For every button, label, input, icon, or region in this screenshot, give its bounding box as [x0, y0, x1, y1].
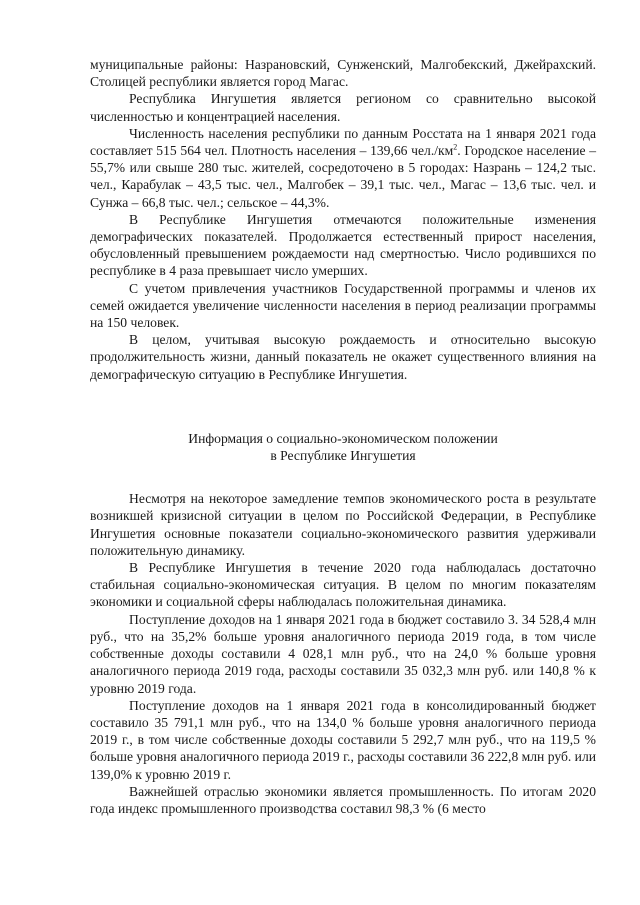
- section-heading-line-2: в Республике Ингушетия: [270, 448, 416, 464]
- superscript-two: 2: [453, 142, 458, 152]
- paragraph-budget-revenue: Поступление доходов на 1 января 2021 года в бюджет составило 3. 34 528,4 млн руб., что на 35,2% больше уровня аналогичного периода 2019 года, в том числе собственные доходы составили 4 028,1 млн руб., что на 24,0 % больше уровня аналогичного периода 2019 года, расходы составили 35 032,3 млн руб. или 140,8 % к уровню 2019 года.: [90, 611, 596, 696]
- paragraph-conclusion: В целом, учитывая высокую рождаемость и относительно высокую продолжительность жизни, данный показатель не окажет существенного влияния на демографическую ситуацию в Республике Ингушетия.: [90, 332, 596, 382]
- paragraph-demographics: В Республике Ингушетия отмечаются положительные изменения демографических показателей. Продолжается естественный прирост населения, обусловленный превышением рождаемости над смертностью. Число родившихся по республике в 4 раза превышает число умерших.: [90, 211, 596, 279]
- paragraph-consolidated-budget: Поступление доходов на 1 января 2021 года в консолидированный бюджет составило 35 791,1 млн руб., что на 134,0 % больше уровня аналогичного периода 2019 г., в том числе собственные доходы составили 5 292,7 млн руб., что на 119,5 % больше уровня аналогичного периода 2019 г., расходы составили 36 222,8 млн руб. или 139,0% к уровню 2019 г.: [90, 697, 596, 782]
- paragraph-population-concentration: Республика Ингушетия является регионом со сравнительно высокой численностью и концентрацией населения.: [90, 91, 596, 124]
- section-heading: [90, 430, 596, 464]
- spacer: [90, 464, 596, 490]
- document-page: [90, 56, 596, 817]
- population-stats-text-cont: . Городское население – 55,7% или свыше 280 тыс. жителей, сосредоточено в 5 городах: Назрань – 124,2 тыс. чел., Карабулак – 43,5 тыс. чел., Малгобек – 39,1 тыс. чел., Магас – 13,6 тыс. чел. и Сунжа – 66,8 тыс. чел.; сельское – 44,3%.: [90, 143, 597, 210]
- paragraph-districts: муниципальные районы: Назрановский, Сунженский, Малгобекский, Джейрахский. Столицей республики является город Магас.: [90, 57, 596, 90]
- section-heading-line-1: Информация о социально-экономическом положении: [188, 430, 498, 446]
- paragraph-stable-situation: В Республике Ингушетия в течение 2020 года наблюдалась достаточно стабильная социально-экономическая ситуация. В целом по многим показателям экономики и социальной сферы наблюдалась положительная динамика.: [90, 560, 596, 610]
- paragraph-industry: Важнейшей отраслью экономики является промышленность. По итогам 2020 года индекс промышленного производства составил 98,3 % (6 место: [90, 783, 596, 816]
- paragraph-population-stats: [90, 125, 596, 211]
- spacer: [90, 383, 596, 430]
- paragraph-program-participants: С учетом привлечения участников Государственной программы и членов их семей ожидается увеличение численности населения в период реализации программы на 150 человек.: [90, 280, 596, 331]
- paragraph-economic-growth: Несмотря на некоторое замедление темпов экономического роста в результате возникшей кризисной ситуации в целом по Российской Федерации, в Республике Ингушетия основные показатели социально-экономического развития удерживали положительную динамику.: [90, 491, 596, 558]
- population-stats-text: Численность населения республики по данным Росстата на 1 января 2021 года составляет 515 564 чел. Плотность населения – 139,66 чел./км: [90, 125, 596, 159]
